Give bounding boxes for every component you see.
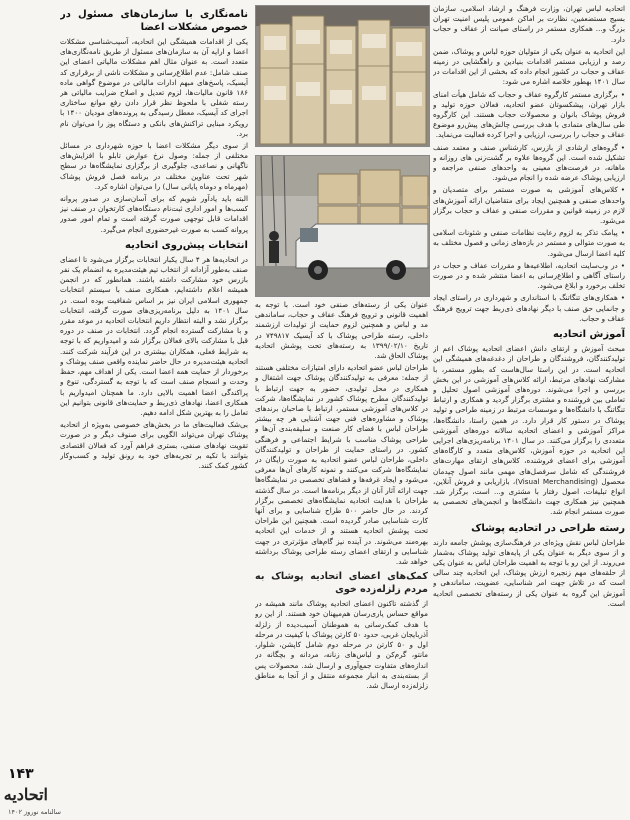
earthquake-aid-paragraph: از گذشته تاکنون اعضای اتحادیه پوشاک مانند همیشه در مواقع حساس یاری‌رسان هم‌میهنان خود هستند. از این رو با هدف کمک‌رسانی به هموطنان آسیب‌دیده از زلزله آذربایجان غربی، حدود ۵۰ کارتن پوشاک با کیفیت در مرحله اول و ۵۰ کارتن در مرحله دوم شامل کاپشن، شلوار، مانتو، گرم‌کن و لباس‌های زنانه، مردانه و بچگانه در اندازه‌های متفاوت جمع‌آوری و ارسال شد. محصولات پس از بسته‌بندی به انبار مجموعه منتقل و از آنجا به مناطق زلزله‌زده ارسال شد.: [255, 599, 428, 690]
heading-election: انتخابات پیش‌روی اتحادیه: [125, 239, 248, 251]
photo-stacked-boxes: [255, 5, 430, 147]
design-paragraph-continued: عنوان یکی از رسته‌های صنفی خود است. با توجه به اهمیت قانونی و ترویج فرهنگ عفاف و حجاب، ساماندهی مد و لباس و همچنین لزوم حمایت از تولیدات ارزشمند داخلی، رسته طراحی پوشاک با کد آیسیک ۷۴۹۸۱۷ در تاریخ ۱۳۹۹/۰۲/۱۰ به رسته‌های تحت پوشش اتحادیه پوشاک الحاق شد.: [255, 300, 428, 361]
issue-label: سالنامه نوروز ۱۴۰۲: [8, 808, 62, 816]
right-column: [433, 4, 625, 816]
heading-correspondence: نامه‌نگاری با سازمان‌های مسئول در خصوص مشکلات اعضا: [60, 9, 248, 33]
magazine-logo: اتحادیه: [3, 785, 48, 804]
bullet-item: • برگزاری مستمر کارگروه عفاف و حجاب که شامل هیأت امنای بازار تهران، پیشکسوتان عضو اتحادیه، فعالان حوزه تولید و فروش پوشاک بانوان و محصولات حجاب هستند. این کارگروه طی سال‌های متمادی با هدف بررسی چالش‌های پیش‌رو موضوع عفاف و حجاب را بررسی، ارزیابی و اجرا کرده فعالیت می‌نماید.: [433, 90, 625, 141]
tax-issues-paragraph: یکی از اقدامات همیشگی این اتحادیه، آسیب‌شناسی مشکلات اعضا و ارایه آن به سازمان‌های مسئول از طریق نامه‌نگاری‌های متعدد است. به عنوان مثال اهم مشکلات مالیاتی اعضای این صنف شامل: عدم اطلاع‌رسانی و مشکلات ناشی از برقراری کد آیسیک، پاسخ‌های مبهم ادارات مالیاتی در موضوع گواهی ماده ۱۸۶ قانون مالیات‌ها، لزوم تعدیل و اصلاح ضرایب مالیاتی هر رسته شغلی با ملحوظ نظر قرار دادن رفع موانع ساختاری اجرای کد آیسیک، معطل رسیدگی به پرونده‌های مودیان ۱۴۰۰ با رویکرد مبنایی تراکنش‌های بانکی و دستگاه پوز را می‌توان نام برد.: [60, 37, 248, 138]
bullet-item: • همکاری‌های تنگاتنگ با استانداری و شهرداری در راستای ایجاد و جانمایی حق صنف با دیگر نهادهای ذی‌ربط جهت ترویج فرهنگ عفاف و حجاب.: [433, 293, 625, 324]
photo-truck-with-boxes: [255, 155, 430, 297]
bullet-item: • در وب‌سایت اتحادیه، اطلاعیه‌ها و مقررات عفاف و حجاب در راستای آگاهی و اطلاع‌رسانی به اعضا منتشر شده و در صورت تخلف برخورد و ابلاغ می‌شود.: [433, 261, 625, 292]
left-column: [60, 4, 248, 816]
middle-column: [255, 300, 428, 816]
heading-design: رسته طراحی در اتحادیه پوشاک: [471, 522, 625, 534]
heading-earthquake-aid: کمک‌های اعضای اتحادیه پوشاک به مردم زلزله‌زده خوی: [255, 571, 428, 595]
page-number: ۱۴۳: [8, 766, 34, 782]
bullet-item: • پیامک تذکر به لزوم رعایت نظامات صنفی و شئونات اسلامی به صورت متوالی و مستمر در بازه‌های زمانی و فصول مختلف به کلیه اعضا ارسال می‌شود.: [433, 228, 625, 259]
municipality-paragraph: از سوی دیگر مشکلات اعضا با حوزه شهرداری در مسائل مختلفی از جمله: وصول نرخ عوارض تابلو با افزایش‌های ناگهانی و نصاعدی، جلوگیری از برگزاری نمایشگاه‌ها در سطح شهر تحت عناوین مختلف در برنامه فصل فروش پوشاک (مهرماه و دوماه پایانی سال) را می‌توان اشاره کرد.: [60, 141, 248, 191]
heading-training: آموزش اتحادیه: [552, 329, 625, 341]
election-paragraph: در اتحادیه‌ها هر ۴ سال یکبار انتخابات برگزار می‌شود تا اعضای صنف به‌طور آزادانه از انتخاب تیم هیئت‌مدیره به انضمام یک نفر بازرس خود مشارکت داشته باشند. همانطور که در انجمن همیشه اعلام داشته‌ایم، همکاری صنف با سیستم انتخابات جمهوری اسلامی ایران نیز بر اساس شفافیت بوده است. در سال ۱۴۰۱ به دلیل برنامه‌ریزی‌های صورت گرفته، انتخابات برگزار نشد و البته انتظار داریم انتخابات اتحادیه در موعد مقرر و با مشارکت گسترده انجام گردد. انتخابات در صنف در دوره قبل با مشارکت بالای فعالان برگزار شد و امیدواریم که با توجه به شرایط فعلی، همکاران بیشتری در این فرآیند شرکت کنند. اتحادیه هیئت‌مدیره در حال حاضر نماینده واقعی صنف پوشاک و برخوردار از حمایت همه اعضا است. یکی از اهداف مهم، حفظ وحدت و انسجام صنف است که با توجه به گستردگی، تنوع و پراکندگی اعضا اهمیت بالایی دارد. ما همچنان امیدواریم با همکاری اعضا، نهادهای ذی‌ربط و حمایت‌های قانونی بتوانیم این تعامل را به بهترین شکل ادامه دهیم.: [60, 254, 248, 417]
designer-benefits-paragraph: طراحان لباس عضو اتحادیه دارای امتیازات مختلفی هستند از جمله: معرفی به تولیدکنندگان پوشاک جهت اشتغال و همکاری در محل تولیدی، حضور به جهت ارتباط با تولیدکنندگان مطرح پوشاک کشور در نمایشگاه‌ها، شرکت در کلاس‌های آموزشی مستمر، ارتباط با صاحبان برندهای پوشاک و مشاوره‌های فنی جهت آشنایی هر چه بیشتر طراحان لباس با فضای کار صنعت و سلیقه‌بندی آن‌ها و طراحی پوشاک مناسب با شرایط اجتماعی و فرهنگی کشور. در راستای حمایت از طراحان و تولیدکنندگان داخلی، طراحان لباس عضو اتحادیه به صورت رایگان در نمایشگاه‌ها شرکت می‌کنند و نمونه کارهای آن‌ها معرفی می‌شود و ایجاد غرفه‌ها و فضاهای تخصصی در نمایشگاه‌ها جهت ارائه آثار آنان از دیگر برنامه‌ها است. در سال گذشته طراحان با هدایت اتحادیه نمایشگاه‌های تخصصی برگزار کردند. در حال حاضر ۵۰۰ طراح شناسایی و برای آنها کارت شناسایی صادر گردیده است. همچنین این طراحان تحت پوشش اتحادیه هستند و از خدمات این اتحادیه بهره‌مند می‌شوند. در آینده نیز گام‌های مؤثرتری در جهت شناسایی و ارتقای اعضای رسته طراحی پوشاک برداشته خواهد شد.: [255, 363, 428, 567]
bullet-item: • گروه‌های ارشادی از بازرس، کارشناس صنف و معتمد صنف تشکیل شده است. این گروه‌ها علاوه بر گشت‌زنی های روزانه و ماهانه، در فرصت‌های معینی به واحدهای صنفی مراجعه و ارزیابی پوشاک عرضه شده را انجام می‌شود.: [433, 143, 625, 184]
intro-paragraph: اتحادیه لباس تهران، وزارت فرهنگ و ارشاد اسلامی، سازمان بسیج مستضعفین، نظارت بر اماکن عمومی پلیس امنیت تهران بزرگ و... همکاری مستمر در راستای صیانت از عفاف و حجاب دارد.: [433, 4, 625, 44]
bullet-item: • کلاس‌های آموزشی به صورت مستمر برای متصدیان و واحدهای صنفی و همچنین ایجاد برای متقاضیان ارائه آموزش‌های لازم در زمینه قوانین و مقررات صنفی و عفاف و حجاب برگزار می‌شود.: [433, 185, 625, 226]
license-paragraph: البته باید یادآور شویم که برای آسان‌سازی در صدور پروانه کسب‌ها و امور اداری ثبت‌نام دستگاه‌های کارتخوان در صنف نیز اقدامات قابل توجهی صورت گرفته است و تمام امور صدور پروانه کسب به صورت غیرحضوری انجام می‌گیرد.: [60, 194, 248, 234]
design-paragraph: طراحان لباس نقش ویژه‌ای در فرهنگ‌سازی پوشش جامعه دارند و از سوی دیگر به عنوان یکی از پایه‌های تولید پوشاک به‌شمار می‌روند. از این رو با توجه به اهمیت طراحان لباس به عنوان یکی از حلقه‌های مهم زنجیره ارزش پوشاک، این اتحادیه چند سالی است که در تلاش جهت امر شناسایی، عضویت، ساماندهی و آموزش این گروه به عنوان یکی از رسته‌های تخصصی اتحادیه است.: [433, 537, 625, 608]
election-closing-paragraph: بی‌شک فعالیت‌های ما در بخش‌های خصوصی به‌ویژه از اتحادیه پوشاک تهران می‌تواند الگویی برای صنوف دیگر و در صورت تقویت نهادهای صنفی، بستری فراهم آورد که فعالان اقتصادی بتوانند با تکیه بر تجربه‌های خود به رونق تولید و کسب‌وکار کشور کمک کنند.: [60, 420, 248, 470]
training-paragraph: مبحث آموزش و ارتقای دانش اعضای اتحادیه پوشاک اعم از تولیدکنندگان، فروشندگان و طراحان از دغدغه‌های همیشگی این اتحادیه است. در این راستا سال‌هاست که بطور مستمر، با مشارکت نهادهای مرتبط، ارائه کلاس‌های آموزشی در این بخش بررسی و اجرا می‌شوند. دوره‌های آموزشی اصول تحلیل و تعاملی بین فروشنده و مشتری برگزار گردید و همکاری و ارتباط تنگاتنگ با دانشگاه‌ها و موسسات مرتبط در زمینه طراحی و تولید پوشاک در دستور کار قرار دارد. در همین راستا، دانشگاه‌ها، مراکز آموزشی و اعضای اتحادیه سالانه دوره‌های آموزشی متعددی را برگزار می‌کنند. در سال ۱۴۰۱ برنامه‌ریزی‌های اجرایی این اتحادیه در حوزه آموزش، کلاس‌های متعدد و کارگاه‌های آموزشی برای اعضای فروشنده، کلاس‌های ارتقای مهارت‌های فروشندگی که شامل سرفصل‌های مهمی مانند اصول چیدمان محصول (Visual Merchandising)، بازاریابی و فروش آنلاین، انواع تبلیغات، اصول رفتار با مشتری و... است، برگزار شد. همچنین نیز همکاری جهت دانشگاه‌ها و انجمن‌های تخصصی به صورت مستمر انجام شد.: [433, 344, 625, 517]
measures-intro: این اتحادیه به عنوان یکی از متولیان حوزه لباس و پوشاک، ضمن رصد و ارزیابی مستمر اقدامات بنیادین و راهگشایی در زمینه عفاف و حجاب در کشور انجام داده که بخشی از این اقدامات در سال ۱۴۰۱ بهطور خلاصه اشاره می شود:: [433, 46, 625, 87]
